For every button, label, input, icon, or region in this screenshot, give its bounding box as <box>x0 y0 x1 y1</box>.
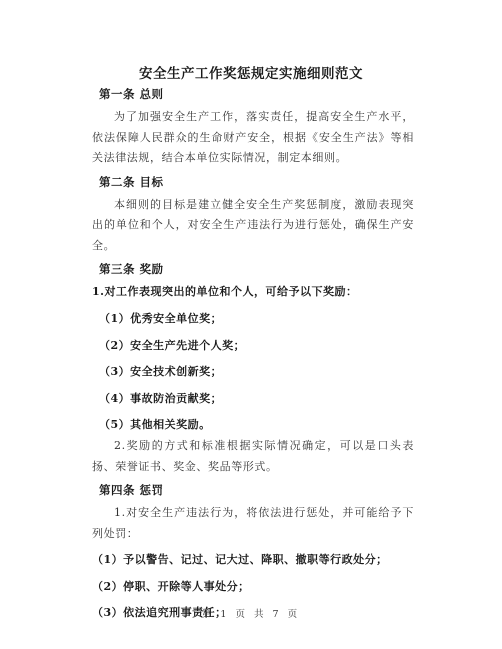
page-number-footer: 第 1 页 共 7 页 <box>201 609 301 620</box>
reward-item: （2）安全生产先进个人奖； <box>99 338 246 352</box>
section-heading-rewards: 第三条 奖励 <box>99 262 164 276</box>
section-heading-goal: 第二条 目标 <box>99 174 164 189</box>
section-paragraph-general: 为了加强安全生产工作，落实责任，提高安全生产水平，依法保障人民群众的生命财产安全，根据《安全生产法》等相关法律法规，结合本单位实际情况，制定本细则。 <box>92 110 414 164</box>
section-paragraph-rewards: 2.奖励的方式和标准根据实际情况确定，可以是口头表扬、荣誉证书、奖金、奖品等形式。 <box>92 439 414 473</box>
penalty-item: （2）停职、开除等人事处分； <box>92 579 250 593</box>
penalty-item: （3）依法追究刑事责任； <box>92 606 227 619</box>
reward-item: （1）优秀安全单位奖； <box>99 312 223 325</box>
document-title: 安全生产工作奖惩规定实施细则范文 <box>139 66 363 82</box>
reward-item: （5）其他相关奖励。 <box>99 418 211 431</box>
section-paragraph-goal: 本细则的目标是建立健全安全生产奖惩制度，激励表现突出的单位和个人，对安全生产违法行为进行惩处，确保生产安全。 <box>92 197 414 252</box>
reward-item: （4）事故防治贡献奖； <box>99 391 223 405</box>
section-heading-penalties: 第四条 惩罚 <box>99 483 164 497</box>
section-heading-general: 第一条 总则 <box>99 87 164 101</box>
reward-item-intro: 1.对工作表现突出的单位和个人，可给予以下奖励： <box>92 285 358 298</box>
penalty-item: （1）予以警告、记过、记大过、降职、撤职等行政处分； <box>92 553 388 566</box>
reward-item: （3）安全技术创新奖； <box>99 365 223 378</box>
document-body <box>92 82 414 632</box>
section-paragraph-penalties: 1.对安全生产违法行为，将依法进行惩处，并可能给予下列处罚： <box>92 506 414 540</box>
